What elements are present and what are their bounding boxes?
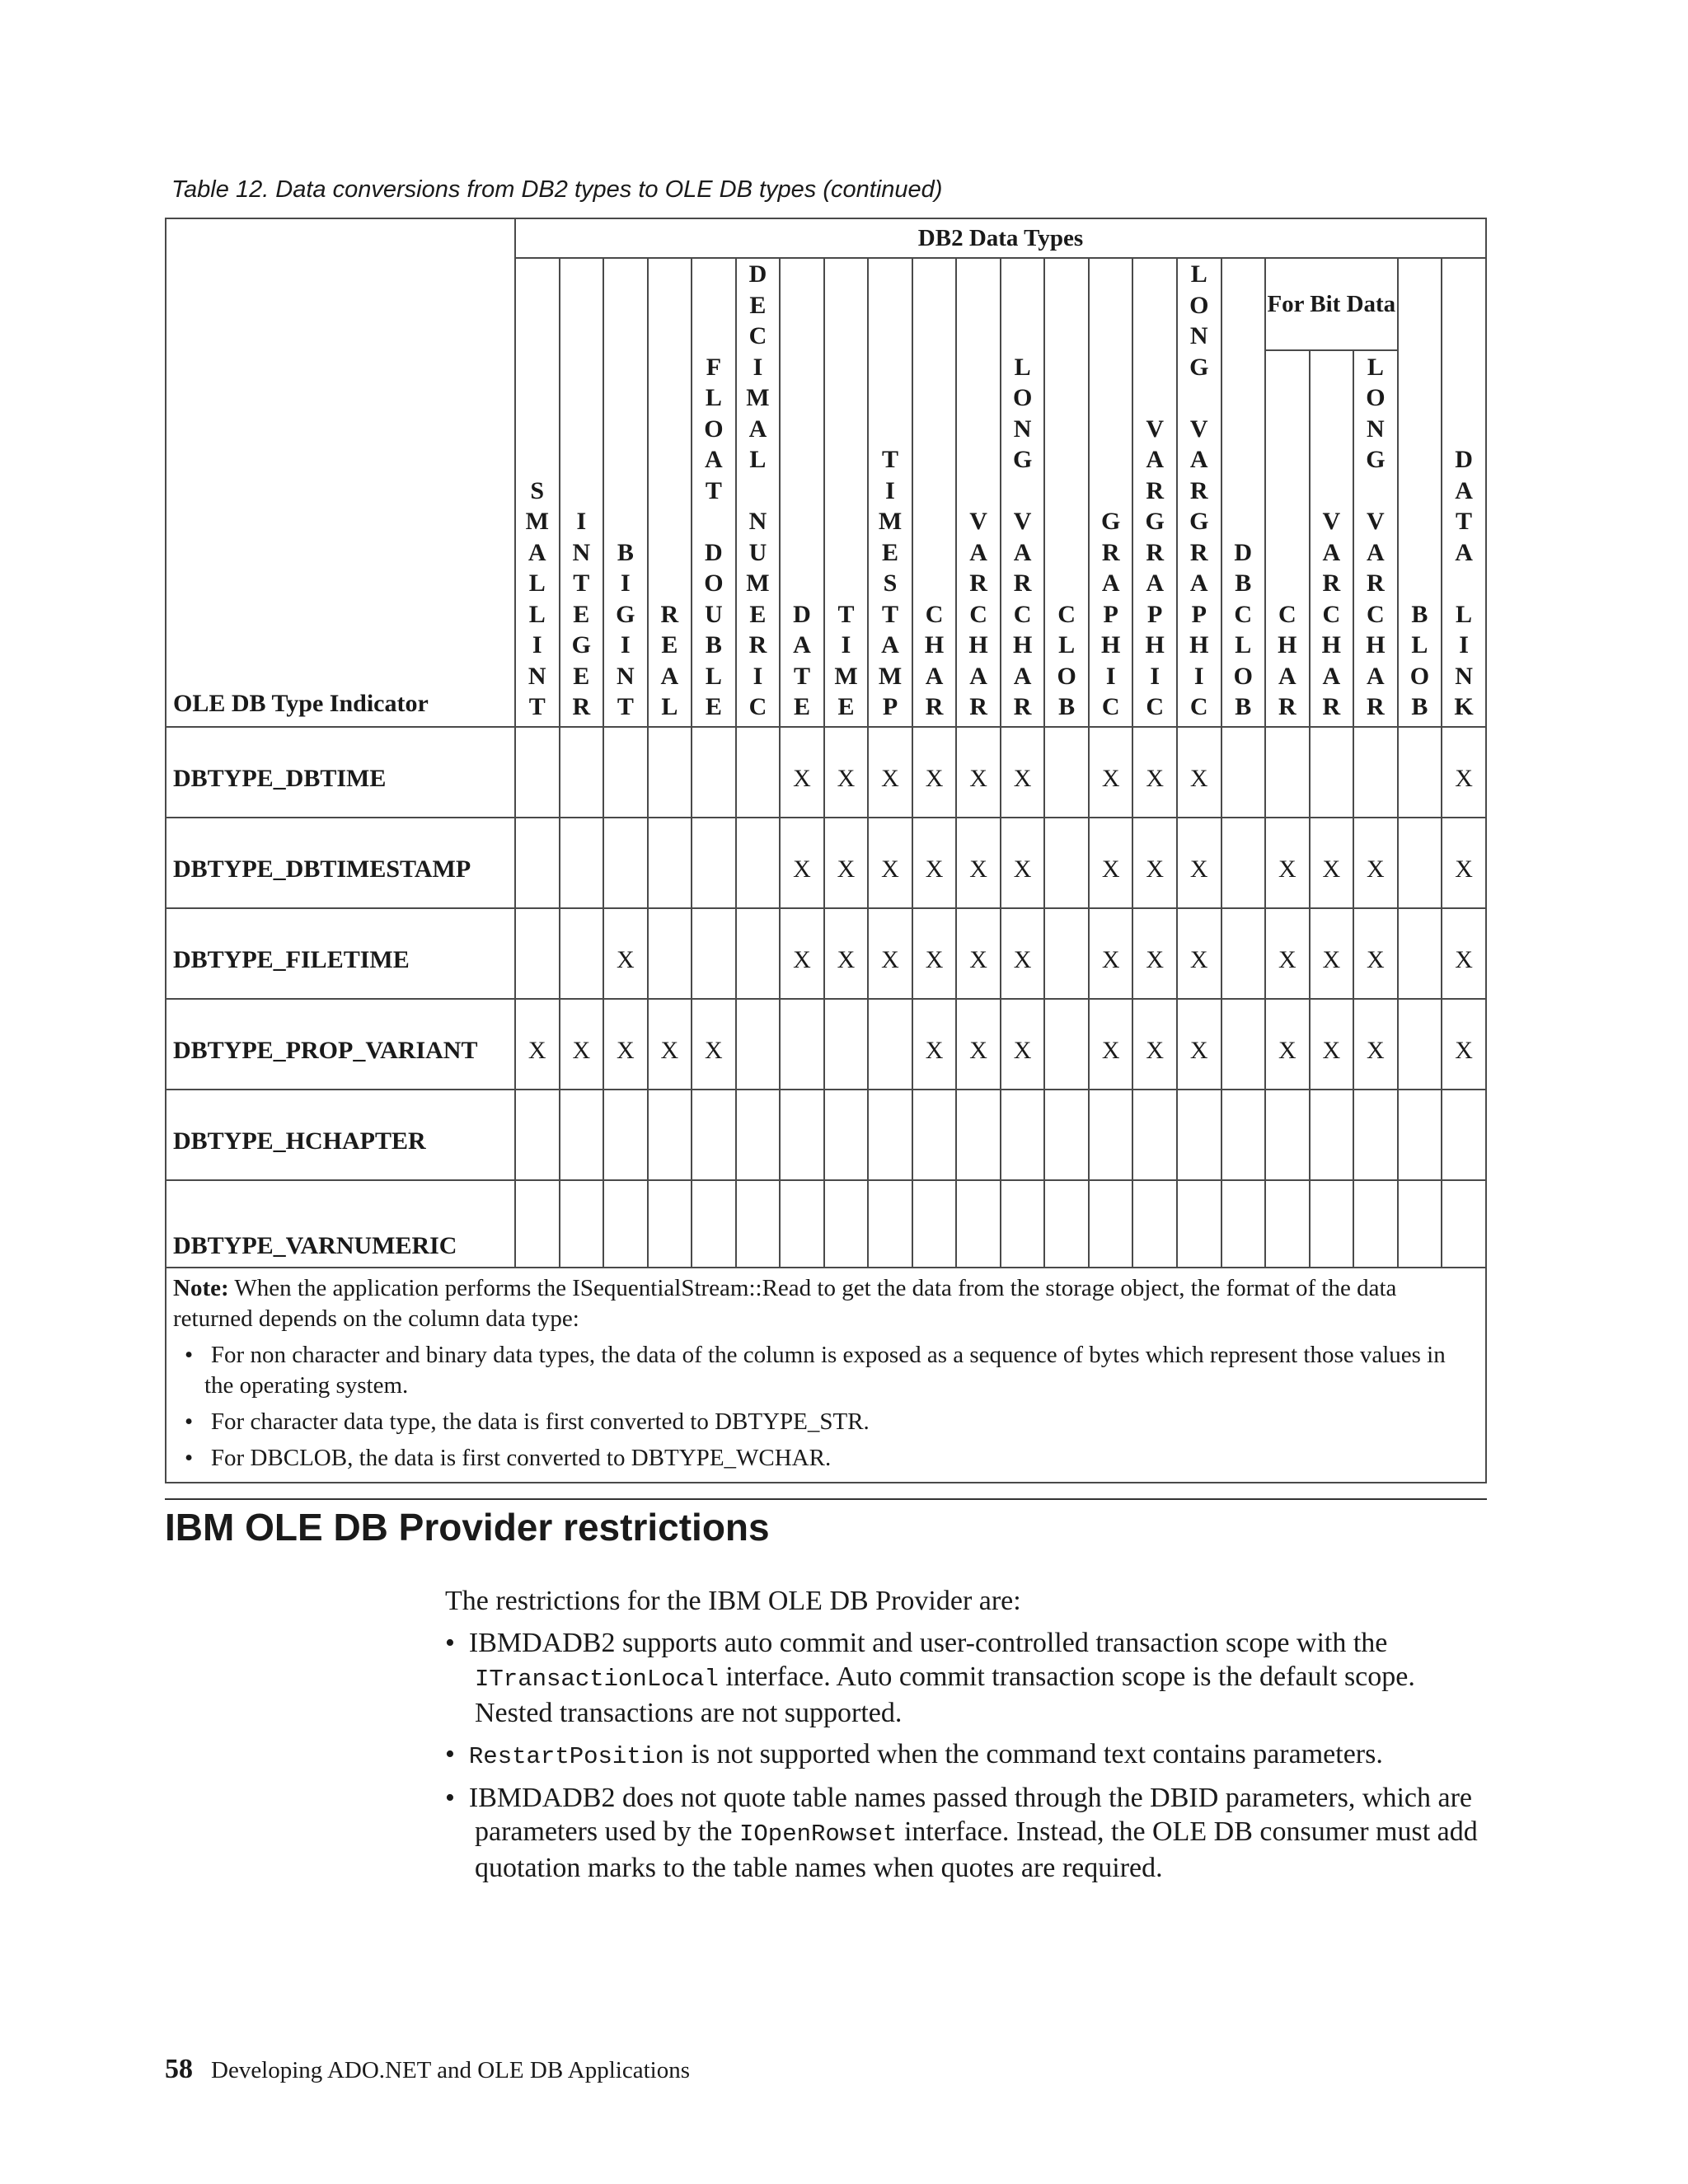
list-item: • IBMDADB2 does not quote table names passed through the DBID parameters, which are parameters used by the IOpenRowset interface. Instead, the OLE DB consumer must add quotation marks to the table names when quotes are required. [445,1783,1478,1883]
table-cell [780,1180,824,1268]
table-row [166,1090,1486,1180]
table-cell: X [1089,818,1133,908]
table-cell [692,727,736,818]
table-cell: X [1442,908,1486,999]
table-cell [1044,1090,1089,1180]
table-cell [692,1090,736,1180]
table-cell: X [912,818,957,908]
column-header: D B C L O B [1221,258,1266,727]
table-cell: X [912,908,957,999]
table-row [166,999,1486,1090]
table-cell [560,908,604,999]
table-cell [1221,999,1266,1090]
table-cell [780,999,824,1090]
column-header: D A T A L I N K [1442,258,1486,727]
table-cell: X [1177,818,1221,908]
table-cell [1353,1090,1398,1180]
row-label: DBTYPE_DBTIMESTAMP [166,818,515,908]
table-cell [1177,1090,1221,1180]
table-cell [1442,1090,1486,1180]
table-cell [515,727,560,818]
table-row [166,818,1486,908]
table-cell: X [1265,908,1310,999]
row-label: DBTYPE_DBTIME [166,727,515,818]
section-intro: The restrictions for the IBM OLE DB Provider are: [445,1586,1021,1616]
table-cell [736,727,781,818]
table-cell: X [912,999,957,1090]
list-item: • RestartPosition is not supported when the command text contains parameters. [445,1739,1383,1770]
table-cell: X [780,818,824,908]
table-cell [736,908,781,999]
table-cell [736,1090,781,1180]
table-cell: X [956,727,1001,818]
table-cell [515,1180,560,1268]
table-cell [1353,727,1398,818]
page-footer [165,2054,690,2085]
table-cell: X [1177,727,1221,818]
row-label: DBTYPE_HCHAPTER [166,1090,515,1180]
table-cell: X [956,908,1001,999]
table-cell: X [1089,999,1133,1090]
table-cell [1001,1090,1045,1180]
restriction-list [445,1626,1484,1885]
table-cell [912,1180,957,1268]
row-header-label: OLE DB Type Indicator [166,218,515,727]
column-header: T I M E [824,258,869,727]
table-cell [1044,999,1089,1090]
table-cell [1265,1090,1310,1180]
table-cell [736,999,781,1090]
table-cell [560,727,604,818]
table-cell [692,1180,736,1268]
table-cell [868,1090,912,1180]
table-cell: X [1310,818,1354,908]
table-cell [1044,818,1089,908]
table-cell: X [780,727,824,818]
table-cell [1398,818,1442,908]
column-header: L O N G V A R C H A R [1353,350,1398,727]
table-cell [824,1090,869,1180]
table-cell: X [1132,999,1177,1090]
table-cell [1044,908,1089,999]
table-cell: X [912,727,957,818]
list-item: • IBMDADB2 supports auto commit and user-controlled transaction scope with the ITransactionLocal interface. Auto commit transaction scope is the default scope. Nested transactions are not supported. [445,1628,1415,1728]
table-cell: X [1353,999,1398,1090]
note-bullet: • For non character and binary data types, the data of the column is exposed as a sequence of bytes which represent those values in the operating system. [185,1341,1446,1399]
table-cell [603,818,648,908]
table-cell [868,1180,912,1268]
column-header: B L O B [1398,258,1442,727]
section-body [445,1584,1484,1892]
note-label: Note: [173,1274,229,1301]
table-cell: X [1089,908,1133,999]
table-cell [736,818,781,908]
table-cell: X [1353,818,1398,908]
table-cell: X [1001,908,1045,999]
table-cell: X [956,999,1001,1090]
table-cell [1044,1180,1089,1268]
table-cell: X [692,999,736,1090]
table-cell [1265,1180,1310,1268]
table-row [166,908,1486,999]
table-cell: X [868,727,912,818]
table-cell [1398,727,1442,818]
table-cell: X [868,908,912,999]
table-cell [824,999,869,1090]
table-cell: X [1001,818,1045,908]
column-header: T I M E S T A M P [868,258,912,727]
table-cell [1177,1180,1221,1268]
table-cell [912,1090,957,1180]
table-cell: X [1353,908,1398,999]
note-bullet: • For character data type, the data is first converted to DBTYPE_STR. [185,1408,870,1435]
table-cell: X [1132,727,1177,818]
table-cell [603,1090,648,1180]
column-header: G R A P H I C [1089,258,1133,727]
table-cell: X [1442,818,1486,908]
table-cell [956,1090,1001,1180]
table-cell: X [1132,818,1177,908]
table-cell [648,1090,692,1180]
column-header: L O N G V A R C H A R [1001,258,1045,727]
table-cell [1221,1090,1266,1180]
table-cell [824,1180,869,1268]
table-cell [560,1090,604,1180]
table-cell [648,727,692,818]
conversion-table [165,218,1487,1483]
table-cell [1310,1180,1354,1268]
table-cell: X [1001,727,1045,818]
note-bullet: • For DBCLOB, the data is first converted to DBTYPE_WCHAR. [185,1444,832,1471]
table-caption: Table 12. Data conversions from DB2 types to OLE DB types (continued) [171,176,943,203]
for-bit-data-header: For Bit Data [1265,258,1398,350]
table-cell [1398,1090,1442,1180]
table-cell: X [1177,908,1221,999]
table-cell [648,818,692,908]
table-cell: X [1310,999,1354,1090]
table-cell [1442,1180,1486,1268]
table-cell [956,1180,1001,1268]
table-cell [692,908,736,999]
table-cell [780,1090,824,1180]
table-cell: X [603,908,648,999]
table-cell [1310,1090,1354,1180]
book-title: Developing ADO.NET and OLE DB Applications [211,2057,691,2083]
column-header: V A R C H A R [956,258,1001,727]
table-cell [1221,1180,1266,1268]
table-cell [1132,1180,1177,1268]
table-cell [1001,1180,1045,1268]
section-heading: IBM OLE DB Provider restrictions [165,1506,770,1549]
table-cell: X [824,727,869,818]
column-header: V A R C H A R [1310,350,1354,727]
table-cell [1398,1180,1442,1268]
table-cell [1132,1090,1177,1180]
table-cell [515,1090,560,1180]
row-label: DBTYPE_PROP_VARIANT [166,999,515,1090]
table-cell [515,908,560,999]
table-cell [560,1180,604,1268]
note-text: When the application performs the ISequentialStream::Read to get the data from the storage object, the format of the data returned depends on the column data type: [173,1274,1397,1332]
table-cell [1221,818,1266,908]
table-cell [603,727,648,818]
table-cell: X [780,908,824,999]
column-header: F L O A T D O U B L E [692,258,736,727]
table-cell [560,818,604,908]
db2-data-types-header: DB2 Data Types [515,218,1486,258]
table-cell: X [1177,999,1221,1090]
column-header: D E C I M A L N U M E R I C [736,258,781,727]
table-cell: X [824,908,869,999]
table-cell [1044,727,1089,818]
column-header: D A T E [780,258,824,727]
row-label: DBTYPE_VARNUMERIC [166,1180,515,1268]
table-cell: X [560,999,604,1090]
table-cell [648,908,692,999]
table-cell [868,999,912,1090]
section-rule [165,1498,1487,1500]
table-cell: X [1001,999,1045,1090]
table-cell: X [1132,908,1177,999]
table-note [166,1268,1486,1483]
table-cell: X [515,999,560,1090]
table-cell [1221,908,1266,999]
column-header: S M A L L I N T [515,258,560,727]
column-header: V A R G R A P H I C [1132,258,1177,727]
table-cell: X [956,818,1001,908]
table-cell: X [1442,727,1486,818]
page-number: 58 [165,2054,193,2084]
table-cell: X [1265,999,1310,1090]
table-cell [515,818,560,908]
column-header: C H A R [912,258,957,727]
column-header: B I G I N T [603,258,648,727]
table-row [166,727,1486,818]
column-header: C H A R [1265,350,1310,727]
table-cell: X [648,999,692,1090]
table-cell: X [868,818,912,908]
table-cell [1089,1180,1133,1268]
column-header: I N T E G E R [560,258,604,727]
table-cell: X [824,818,869,908]
table-cell [1398,999,1442,1090]
column-header: R E A L [648,258,692,727]
column-header: C L O B [1044,258,1089,727]
table-cell [1353,1180,1398,1268]
table-cell: X [603,999,648,1090]
table-cell [1265,727,1310,818]
column-header: L O N G V A R G R A P H I C [1177,258,1221,727]
table-cell [1221,727,1266,818]
table-cell [692,818,736,908]
table-cell: X [1089,727,1133,818]
table-cell [603,1180,648,1268]
table-cell [1310,727,1354,818]
table-cell [736,1180,781,1268]
table-cell: X [1310,908,1354,999]
row-label: DBTYPE_FILETIME [166,908,515,999]
table-row [166,1180,1486,1268]
table-cell [1089,1090,1133,1180]
table-cell: X [1265,818,1310,908]
table-cell [648,1180,692,1268]
table-cell: X [1442,999,1486,1090]
table-cell [1398,908,1442,999]
